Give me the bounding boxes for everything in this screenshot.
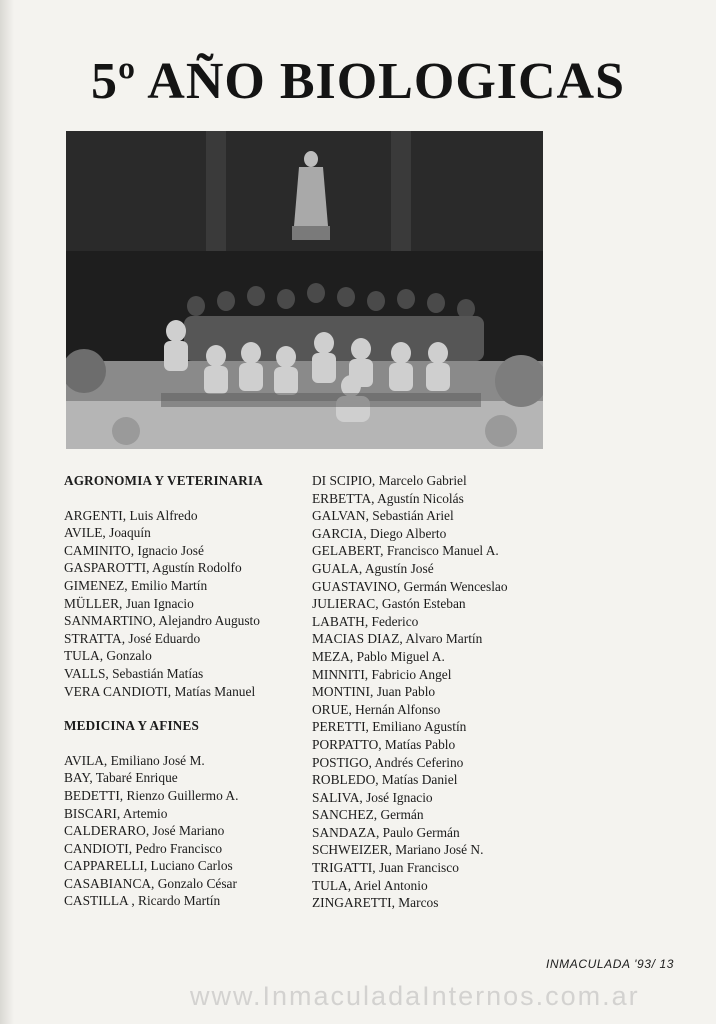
student-name: CANDIOTI, Pedro Francisco	[64, 840, 223, 856]
site-watermark: www.InmaculadaInternos.com.ar	[190, 981, 640, 1011]
student-name: MACIAS DIAZ, Alvaro Martín	[312, 631, 483, 647]
student-name: GELABERT, Francisco Manuel A.	[312, 543, 499, 559]
student-name: AVILA, Emiliano José M.	[64, 752, 205, 768]
student-name: GASPAROTTI, Agustín Rodolfo	[64, 560, 242, 576]
photo-illustration	[66, 131, 543, 449]
student-name: GUASTAVINO, Germán Wenceslao	[312, 578, 508, 594]
student-name: CASTILLA , Ricardo Martín	[64, 893, 221, 909]
student-name: BISCARI, Artemio	[64, 805, 168, 821]
student-name: MONTINI, Juan Pablo	[312, 684, 436, 700]
student-name: PERETTI, Emiliano Agustín	[312, 719, 467, 735]
student-name: CASABIANCA, Gonzalo César	[64, 875, 237, 891]
class-group-photo	[66, 131, 543, 449]
student-name: GIMENEZ, Emilio Martín	[64, 577, 208, 593]
medicina-list	[64, 752, 304, 910]
student-name: CAMINITO, Ignacio José	[64, 542, 204, 558]
student-name: VALLS, Sebastián Matías	[64, 665, 204, 681]
student-name: GARCIA, Diego Alberto	[312, 525, 447, 541]
student-name: BEDETTI, Rienzo Guillermo A.	[64, 787, 239, 803]
page-binding-shadow	[0, 0, 14, 1024]
student-name: SALIVA, José Ignacio	[312, 789, 433, 805]
page-title: 5º AÑO BIOLOGICAS	[90, 53, 626, 110]
section-heading-agronomia: AGRONOMIA Y VETERINARIA	[64, 473, 264, 488]
student-name: SCHWEIZER, Mariano José N.	[312, 842, 484, 858]
right-column	[312, 472, 552, 912]
student-name: SANMARTINO, Alejandro Augusto	[64, 613, 260, 629]
student-name: PORPATTO, Matías Pablo	[312, 736, 456, 752]
student-name: MÜLLER, Juan Ignacio	[64, 595, 194, 611]
student-name: VERA CANDIOTI, Matías Manuel	[64, 683, 256, 699]
student-name: TRIGATTI, Juan Francisco	[312, 860, 459, 876]
student-name: AVILE, Joaquín	[64, 525, 151, 541]
page-footer: INMACULADA '93/ 13	[545, 957, 674, 971]
student-name: JULIERAC, Gastón Esteban	[312, 596, 466, 612]
student-name: ARGENTI, Luis Alfredo	[64, 507, 198, 523]
student-name: MEZA, Pablo Miguel A.	[312, 648, 445, 664]
left-column	[64, 472, 304, 910]
section-heading-medicina: MEDICINA Y AFINES	[64, 718, 200, 734]
student-name: POSTIGO, Andrés Ceferino	[312, 754, 464, 770]
student-name: CALDERARO, José Mariano	[64, 823, 225, 839]
student-name: LABATH, Federico	[312, 613, 419, 629]
student-name: ZINGARETTI, Marcos	[312, 895, 439, 911]
student-name: TULA, Gonzalo	[64, 648, 152, 664]
student-name: GALVAN, Sebastián Ariel	[312, 508, 454, 524]
student-name: SANDAZA, Paulo Germán	[312, 824, 460, 840]
student-name: BAY, Tabaré Enrique	[64, 770, 178, 786]
student-name: DI SCIPIO, Marcelo Gabriel	[312, 473, 467, 488]
student-name: TULA, Ariel Antonio	[312, 877, 428, 893]
student-name: MINNITI, Fabricio Angel	[312, 666, 452, 682]
student-name: GUALA, Agustín José	[312, 560, 434, 576]
student-name: STRATTA, José Eduardo	[64, 630, 201, 646]
student-name: CAPPARELLI, Luciano Carlos	[64, 858, 233, 874]
student-name: SANCHEZ, Germán	[312, 807, 424, 823]
student-name: ERBETTA, Agustín Nicolás	[312, 490, 464, 506]
student-name: ORUE, Hernán Alfonso	[312, 701, 441, 717]
agronomia-list	[64, 507, 304, 701]
student-name: ROBLEDO, Matías Daniel	[312, 772, 458, 788]
